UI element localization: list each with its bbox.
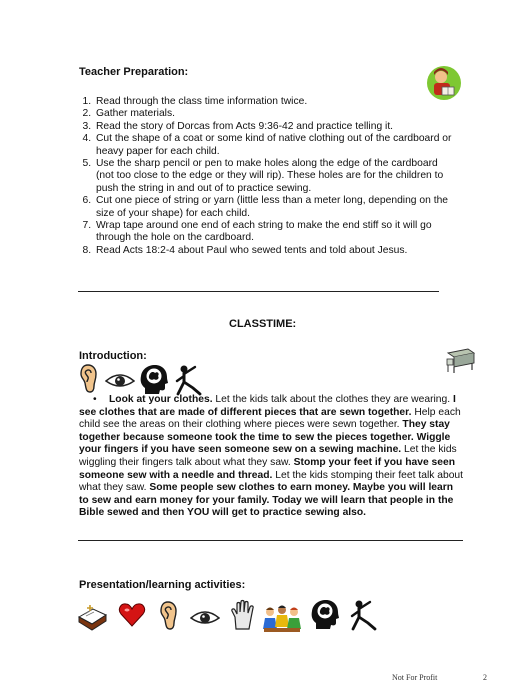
classroom-desk-icon [444,345,478,375]
head-thinking-icon [310,599,340,631]
bullet-marker: • [93,394,97,405]
heart-icon [118,601,146,629]
stretching-person-icon [348,599,378,631]
prep-step-7: 7. Wrap tape around one end of each string to make the end stiff so it will go through the hole on the cardboard. [94,220,454,245]
head-thinking-icon [139,364,169,396]
introduction-paragraph [79,394,463,520]
teacher-prep-steps [79,96,454,257]
group-of-children-icon [262,603,302,633]
ear-icon [79,364,101,394]
prep-step-2: 2. Gather materials. [94,108,454,120]
intro-segment-3: I see clothes that are made of different pieces that are sewn together. [79,394,456,418]
intro-segment-5: They stay together because someone took the time to sew the pieces together. Wiggle your fingers if you have seen someone sew on a sewing machine. [79,419,451,456]
section-divider-2 [78,540,463,541]
footer-note: Not For Profit [392,673,438,682]
hand-icon [230,599,256,631]
intro-segment-4: Help each child see the areas on their clothing where pieces were sewn together. [79,406,461,431]
intro-icon-row [79,364,219,396]
introduction-heading: Introduction: [79,350,147,362]
intro-segment-8: Let the kids stomping their feet talk about what they saw. [79,469,464,494]
intro-segment-9: Some people sew clothes to earn money. Maybe you will learn to sew and earn money for your family. Today we will learn that people in the Bible sewed and then YOU will get to practice sewing also. [79,482,454,519]
prep-step-8: 8. Read Acts 18:2-4 about Paul who sewed tents and told about Jesus. [94,245,454,257]
bullet-indent [79,394,109,407]
eye-icon [190,608,220,628]
prep-step-1: 1. Read through the class time information twice. [94,96,454,108]
intro-segment-2: Let the kids talk about the clothes they are wearing. [212,394,453,405]
eye-icon [105,371,135,391]
presentation-heading: Presentation/learning activities: [79,579,246,591]
section-divider-1 [78,291,439,292]
prep-step-3: 3. Read the story of Dorcas from Acts 9:36-42 and practice telling it. [94,121,454,133]
page-number: 2 [483,673,487,682]
ear-icon [159,601,181,631]
presentation-icon-row [76,597,406,637]
prep-step-6: 6. Cut one piece of string or yarn (little less than a meter long, depending on the size of your shape) for each child. [94,195,454,220]
prep-step-5: 5. Use the sharp pencil or pen to make holes along the edge of the cardboard (not too close to the edge or they will rip). These holes are for the children to push the string in and out of to practice sewing. [94,158,454,195]
stretching-person-icon [173,364,203,396]
teacher-prep-heading: Teacher Preparation: [79,66,189,78]
intro-segment-7: Stomp your feet if you have seen someone sew with a needle and thread. [79,456,455,481]
bible-icon [76,603,108,633]
intro-segment-6: Let the kids wiggling their fingers talk about what they saw. [79,444,457,468]
intro-segment-1: Look at your clothes. [109,394,213,405]
prep-step-4: 4. Cut the shape of a coat or some kind of native clothing out of the cardboard or heavy paper for each child. [94,133,454,158]
classtime-heading: CLASSTIME: [229,318,297,330]
